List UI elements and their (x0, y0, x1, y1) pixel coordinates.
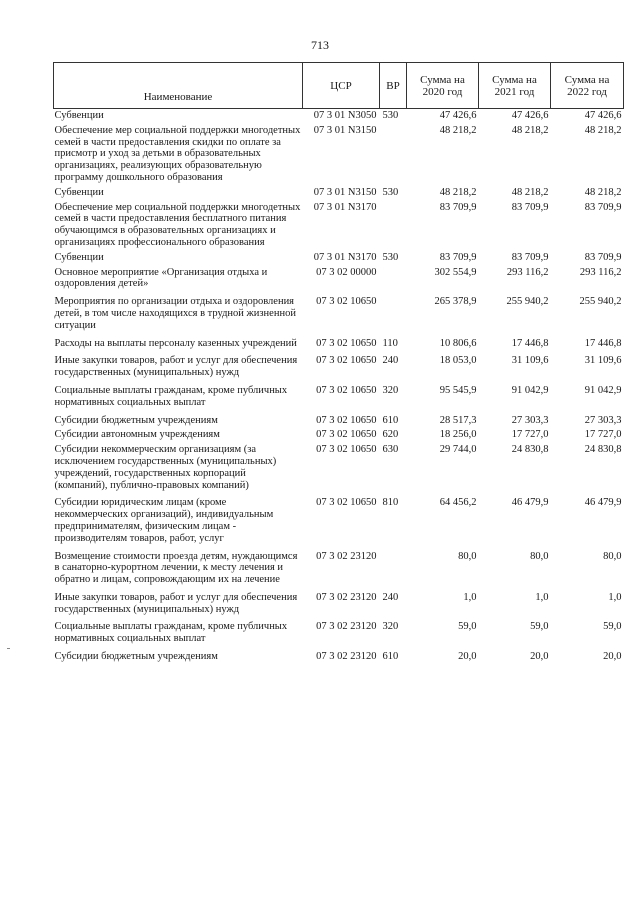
row-sum-2021: 20,0 (530, 651, 549, 663)
row-vr: 320 (382, 384, 399, 396)
row-sum-2020: 18 053,0 (439, 355, 477, 367)
row-sum-2021: 17 446,8 (511, 337, 549, 349)
row-sum-2021: 48 218,2 (511, 124, 549, 136)
row-csr: 07 3 02 10650 (316, 384, 377, 396)
row-sum-2020: 64 456,2 (439, 497, 477, 509)
row-sum-2020: 59,0 (458, 621, 477, 633)
page-number: 713 (311, 38, 329, 52)
row-name: Субсидии бюджетным учреждениям (54, 414, 218, 426)
row-name: Субсидии некоммерческим организациям (за исключением государственных (муниципальных) учреждений, государственных корпораций (компаний), публично-правовых компаний) (54, 444, 277, 491)
row-sum-2022: 24 830,8 (584, 444, 622, 456)
row-sum-2020: 265 378,9 (434, 296, 477, 308)
row-sum-2020: 83 709,9 (439, 251, 477, 263)
row-sum-2021: 255 940,2 (506, 296, 549, 308)
row-vr: 610 (382, 651, 399, 663)
table-row (54, 379, 624, 409)
row-csr: 07 3 02 23120 (316, 550, 377, 562)
row-csr: 07 3 02 00000 (316, 266, 377, 278)
row-sum-2020: 10 806,6 (439, 337, 477, 349)
margin-mark (7, 648, 10, 649)
table-row (54, 586, 624, 616)
row-sum-2021: 48 218,2 (511, 186, 549, 198)
row-sum-2021: 27 303,3 (511, 414, 549, 426)
table-row (54, 264, 624, 291)
budget-table (53, 62, 624, 663)
row-name: Мероприятия по организации отдыха и оздоровления детей, в том числе находящихся в трудной жизненной ситуации (54, 296, 296, 331)
row-vr: 530 (382, 186, 399, 198)
row-name: Основное мероприятие «Организация отдыха и оздоровления детей» (54, 266, 268, 290)
row-sum-2022: 46 479,9 (584, 497, 622, 509)
row-sum-2022: 48 218,2 (584, 186, 622, 198)
row-sum-2021: 17 727,0 (511, 429, 549, 441)
row-vr: 810 (382, 497, 399, 509)
table-row (54, 290, 624, 331)
row-sum-2021: 59,0 (530, 621, 549, 633)
row-name: Субсидии юридическим лицам (кроме некоммерческих организаций), индивидуальным предпринимателям, физическим лицам - производителям товаров, работ, услуг (54, 497, 274, 544)
table-row (54, 409, 624, 427)
row-csr: 07 3 02 10650 (316, 337, 377, 349)
row-sum-2021: 83 709,9 (511, 251, 549, 263)
row-vr: 320 (382, 621, 399, 633)
row-sum-2021: 31 109,6 (511, 355, 549, 367)
table-row (54, 122, 624, 184)
row-vr: 240 (382, 591, 399, 603)
row-sum-2022: 27 303,3 (584, 414, 622, 426)
row-sum-2021: 1,0 (535, 591, 549, 603)
row-csr: 07 3 02 10650 (316, 429, 377, 441)
row-sum-2022: 20,0 (603, 651, 622, 663)
row-sum-2020: 48 218,2 (439, 124, 477, 136)
row-name: Субсидии автономным учреждениям (54, 429, 220, 441)
row-sum-2022: 17 446,8 (584, 337, 622, 349)
table-header (54, 63, 624, 109)
table-row (54, 199, 624, 249)
header-csr: ЦСР (303, 63, 380, 109)
row-sum-2020: 80,0 (458, 550, 477, 562)
row-sum-2020: 20,0 (458, 651, 477, 663)
row-sum-2020: 302 554,9 (434, 266, 477, 278)
row-vr: 620 (382, 429, 399, 441)
row-sum-2021: 24 830,8 (511, 444, 549, 456)
row-sum-2022: 17 727,0 (584, 429, 622, 441)
row-name: Социальные выплаты гражданам, кроме публичных нормативных социальных выплат (54, 621, 288, 645)
row-vr: 530 (382, 251, 399, 263)
row-sum-2022: 80,0 (603, 550, 622, 562)
row-vr: 630 (382, 444, 399, 456)
row-csr: 07 3 02 23120 (316, 621, 377, 633)
row-sum-2021: 83 709,9 (511, 201, 549, 213)
row-sum-2022: 83 709,9 (584, 201, 622, 213)
row-csr: 07 3 02 10650 (316, 497, 377, 509)
row-vr: 530 (382, 110, 399, 121)
row-name: Обеспечение мер социальной поддержки многодетных семей в части предоставления скидки по оплате за присмотр и уход за детьми в образовательных организациях, реализующих образовательную программу дошкольного образования (54, 124, 301, 183)
row-csr: 07 3 02 23120 (316, 591, 377, 603)
row-sum-2022: 47 426,6 (584, 110, 622, 121)
row-sum-2020: 29 744,0 (439, 444, 477, 456)
row-sum-2020: 47 426,6 (439, 110, 477, 121)
row-csr: 07 3 02 10650 (316, 355, 377, 367)
row-sum-2021: 47 426,6 (511, 110, 549, 121)
table-row (54, 332, 624, 350)
row-csr: 07 3 02 10650 (316, 296, 377, 308)
row-sum-2022: 31 109,6 (584, 355, 622, 367)
row-vr: 240 (382, 355, 399, 367)
table-row (54, 491, 624, 544)
row-sum-2021: 80,0 (530, 550, 549, 562)
row-sum-2020: 1,0 (463, 591, 477, 603)
row-vr: 110 (382, 337, 398, 349)
row-vr (380, 199, 407, 249)
header-sum-2022: Сумма на 2022 год (551, 63, 624, 109)
row-csr: 07 3 01 N3170 (313, 201, 377, 213)
table-row (54, 441, 624, 491)
table-row (54, 109, 624, 122)
table-body (54, 109, 624, 663)
row-vr: 610 (382, 414, 399, 426)
row-vr (380, 122, 407, 184)
row-sum-2022: 255 940,2 (579, 296, 622, 308)
table-row (54, 349, 624, 379)
row-csr: 07 3 02 23120 (316, 651, 377, 663)
row-sum-2021: 293 116,2 (506, 266, 549, 278)
row-sum-2022: 83 709,9 (584, 251, 622, 263)
table-row (54, 545, 624, 586)
row-vr (380, 264, 407, 291)
table-row (54, 426, 624, 441)
row-csr: 07 3 01 N3050 (313, 110, 377, 121)
row-name: Субвенции (54, 186, 104, 198)
row-sum-2020: 28 517,3 (439, 414, 477, 426)
row-csr: 07 3 02 10650 (316, 444, 377, 456)
table-row (54, 645, 624, 663)
row-vr (380, 545, 407, 586)
row-name: Субвенции (54, 110, 104, 121)
table-row (54, 184, 624, 199)
row-name: Иные закупки товаров, работ и услуг для обеспечения государственных (муниципальных) нужд (54, 355, 298, 379)
table-row (54, 615, 624, 645)
header-name: Наименование (54, 63, 303, 109)
row-sum-2021: 91 042,9 (511, 384, 549, 396)
row-name: Иные закупки товаров, работ и услуг для обеспечения государственных (муниципальных) нужд (54, 591, 298, 615)
row-csr: 07 3 01 N3150 (313, 124, 377, 136)
row-sum-2022: 293 116,2 (579, 266, 622, 278)
row-sum-2022: 1,0 (608, 591, 622, 603)
row-sum-2022: 59,0 (603, 621, 622, 633)
header-vr: ВР (380, 63, 407, 109)
header-sum-2020: Сумма на 2020 год (407, 63, 479, 109)
row-name: Социальные выплаты гражданам, кроме публичных нормативных социальных выплат (54, 384, 288, 408)
row-sum-2020: 83 709,9 (439, 201, 477, 213)
row-sum-2022: 91 042,9 (584, 384, 622, 396)
row-name: Субвенции (54, 251, 104, 263)
row-name: Субсидии бюджетным учреждениям (54, 651, 218, 663)
row-csr: 07 3 02 10650 (316, 414, 377, 426)
row-sum-2022: 48 218,2 (584, 124, 622, 136)
row-csr: 07 3 01 N3170 (313, 251, 377, 263)
header-sum-2021: Сумма на 2021 год (479, 63, 551, 109)
row-vr (380, 290, 407, 331)
row-sum-2020: 48 218,2 (439, 186, 477, 198)
row-csr: 07 3 01 N3150 (313, 186, 377, 198)
row-name: Возмещение стоимости проезда детям, нуждающимся в санаторно-курортном лечении, к месту лечения и обратно и лицам, сопровождающим их на лечение (54, 550, 298, 586)
row-sum-2021: 46 479,9 (511, 497, 549, 509)
row-sum-2020: 18 256,0 (439, 429, 477, 441)
row-sum-2020: 95 545,9 (439, 384, 477, 396)
row-name: Обеспечение мер социальной поддержки многодетных семей в части предоставления бесплатного питания обучающимся в образовательных организациях и организациях профессионального образования (54, 201, 301, 248)
row-name: Расходы на выплаты персоналу казенных учреждений (54, 337, 297, 349)
table-row (54, 249, 624, 264)
